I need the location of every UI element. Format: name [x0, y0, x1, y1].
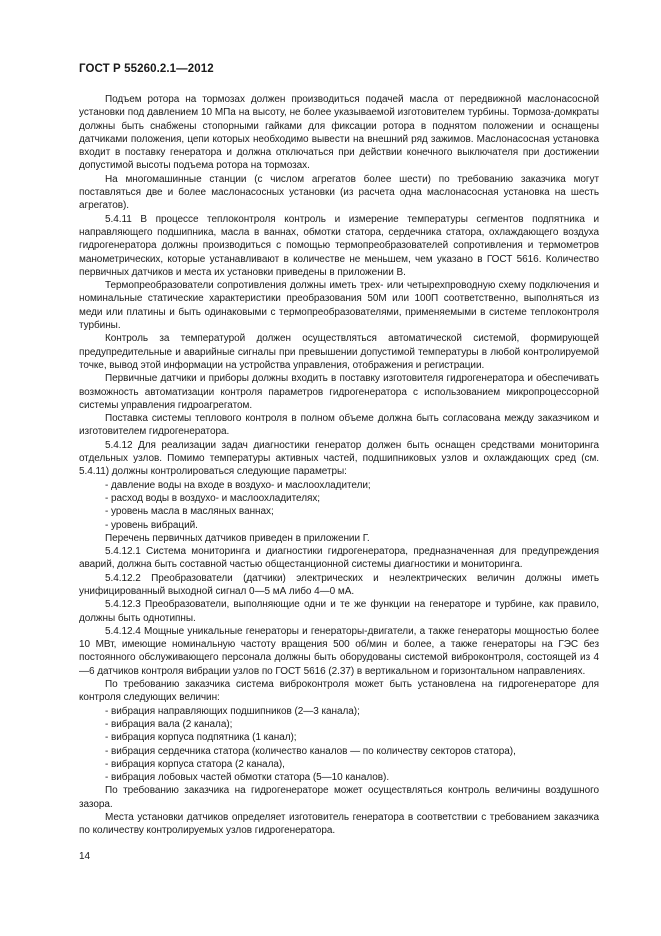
page-number: 14 [79, 851, 91, 862]
list-item: - давление воды на входе в воздухо- и маслоохладители; [105, 479, 371, 491]
list-item: - вибрация сердечника статора (количество каналов — по количеству секторов статора), [105, 745, 516, 757]
paragraph-5-4-11: 5.4.11 В процессе теплоконтроля контроль и измерение температуры сегментов подпятника и направляющего подшипника, масла в ваннах, обмотки статора, сердечника статора, охлаждающего воздуха гидрогенератора должны производиться с помощью термопреобразователей сопротивления и термометров манометрических, которые устанавливают в количестве не меньшем, чем указано в ГОСТ 5616. Количество первичных датчиков и места их установки приведены в приложении В. [79, 213, 599, 278]
paragraph-temperature-control: Контроль за температурой должен осуществляться автоматической системой, формирующей предупредительные и аварийные сигналы при превышении допустимой температуры в любой контролируемой точке, вывод этой информации на устройства управления, отображения и регистрации. [79, 333, 599, 371]
list-item: - вибрация лобовых частей обмотки статора (5—10 каналов). [105, 772, 390, 784]
list-item: - расход воды в воздухо- и маслоохладителях; [105, 492, 321, 504]
paragraph-resistance-thermometers: Термопреобразователи сопротивления должны иметь трех- или четырехпроводную схему подключения и номинальные статические характеристики преобразования 50М или 100П соответственно, выполняться из меди или платины и быть одинаковыми с термопреобразователями, применяемыми в системе теплоконтроля турбины. [79, 280, 599, 332]
paragraph-air-gap-control: По требованию заказчика на гидрогенераторе может осуществляться контроль величины воздушного зазора. [79, 785, 599, 810]
paragraph-vibration-control-request: По требованию заказчика система виброконтроля может быть установлена на гидрогенераторе для контроля следующих величин: [79, 679, 599, 704]
list-item: - вибрация вала (2 канала); [105, 718, 233, 730]
list-item: - вибрация направляющих подшипников (2—3 канала); [105, 705, 360, 717]
list-item: - уровень вибраций. [105, 519, 198, 531]
paragraph-5-4-12: 5.4.12 Для реализации задач диагностики генератор должен быть оснащен средствами мониторинга отдельных узлов. Помимо температуры активных частей, подшипниковых узлов и охлаждающих сред (см. 5.4.11) должны контролироваться следующие параметры: [79, 439, 599, 478]
document-header: ГОСТ Р 55260.2.1—2012 [79, 63, 214, 75]
paragraph-5-4-12-4: 5.4.12.4 Мощные уникальные генераторы и генераторы-двигатели, а также генераторы мощностью более 10 МВт, имеющие номинальную частоту вращения 500 об/мин и более, а также генераторы на ГЭС без постоянного обслуживающего персонала должны быть оборудованы системой виброконтроля, состоящей из 4—6 датчиков контроля вибрации узлов по ГОСТ 5616 (2.37) в вертикальном и горизонтальном направлениях. [79, 625, 599, 677]
paragraph-sensor-placement: Места установки датчиков определяет изготовитель генератора в соответствии с требованием заказчика по количеству контролируемых узлов гидрогенератора. [79, 812, 599, 837]
paragraph-sensor-list-reference: Перечень первичных датчиков приведен в приложении Г. [105, 532, 370, 544]
paragraph-5-4-12-2: 5.4.12.2 Преобразователи (датчики) электрических и неэлектрических величин должны иметь унифицированный выходной сигнал 0—5 мА либо 4—0 мА. [79, 572, 599, 597]
paragraph-multi-machine-stations: На многомашинные станции (с числом агрегатов более шести) по требованию заказчика могут поставляться две и более маслонасосных установки (из расчета одна маслонасосная установка на шесть агрегатов). [79, 173, 599, 212]
paragraph-rotor-lifting: Подъем ротора на тормозах должен производиться подачей масла от передвижной маслонасосной установки под давлением 10 МПа на высоту, не более указываемой изготовителем турбины. Тормоза-домкраты должны быть снабжены стопорными гайками для фиксации ротора в поднятом положении и оснащены датчиками положения, цепи которых необходимо вывести на внешний ряд зажимов. Маслонасосная установка входит в поставку генератора и должна отключаться при действии конечного выключателя при достижении допустимой высоты подъема ротора на тормозах. [79, 94, 599, 172]
list-item: - уровень масла в масляных ваннах; [105, 506, 274, 518]
paragraph-5-4-12-3: 5.4.12.3 Преобразователи, выполняющие одни и те же функции на генераторе и турбине, как правило, должны быть однотипны. [79, 599, 599, 624]
paragraph-5-4-12-1: 5.4.12.1 Система мониторинга и диагностики гидрогенератора, предназначенная для предупреждения аварий, должна быть составной частью общестанционной системы диагностики и мониторинга. [79, 546, 599, 571]
list-item: - вибрация корпуса подпятника (1 канал); [105, 732, 297, 744]
paragraph-thermal-control-supply: Поставка системы теплового контроля в полном объеме должна быть согласована между заказчиком и изготовителем гидрогенератора. [79, 413, 599, 438]
paragraph-primary-sensors: Первичные датчики и приборы должны входить в поставку изготовителя гидрогенератора и обеспечивать возможность автоматизации контроля параметров гидрогенератора с использованием микропроцессорной системы управления гидроагрегатом. [79, 373, 599, 411]
list-item: - вибрация корпуса статора (2 канала), [105, 758, 285, 770]
document-body [79, 93, 599, 838]
